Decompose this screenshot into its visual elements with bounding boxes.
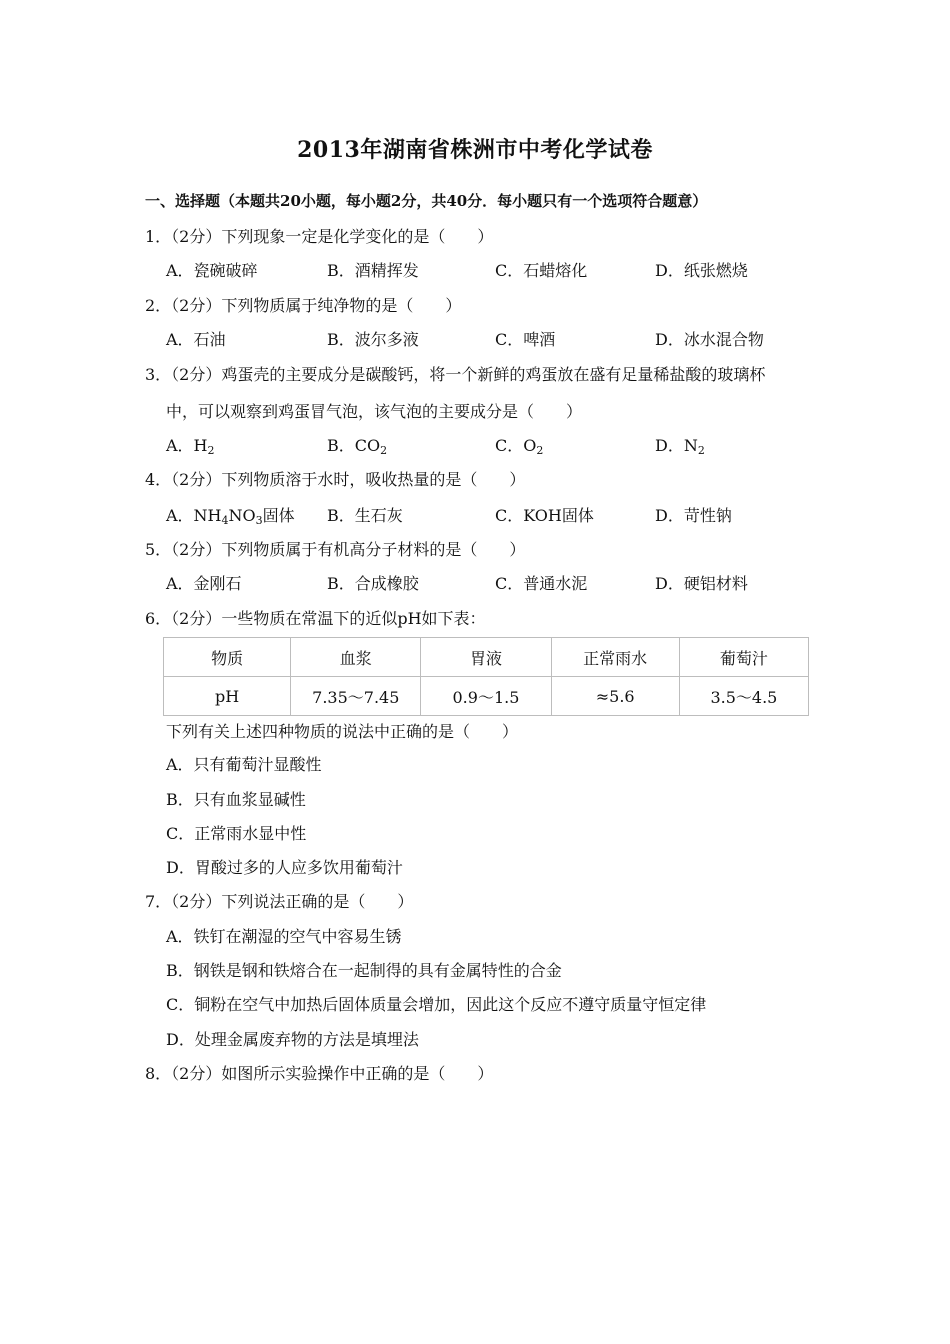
ph-table-cell: ≈5.6 xyxy=(551,677,679,716)
question-3-stem-line-2: 中，可以观察到鸡蛋冒气泡，该气泡的主要成分是（ ） xyxy=(166,402,583,421)
ph-table-header-cell: 物质 xyxy=(164,638,291,677)
ph-table-header-cell: 血浆 xyxy=(291,638,421,677)
question-2-stem: 2．（2分）下列物质属于纯净物的是（ ） xyxy=(145,296,462,315)
question-6-stem: 6．（2分）一些物质在常温下的近似pH如下表： xyxy=(145,609,486,628)
ph-table xyxy=(163,637,809,716)
question-6-option-b: B．只有血浆显碱性 xyxy=(166,790,306,809)
question-4-option-c: C．KOH固体 xyxy=(495,506,594,525)
question-7-option-c: C．铜粉在空气中加热后固体质量会增加，因此这个反应不遵守质量守恒定律 xyxy=(166,995,707,1014)
question-4-option-a: A．$NH_4NO_3$固体 xyxy=(166,506,295,527)
ph-table-header-cell: 葡萄汁 xyxy=(679,638,808,677)
question-1-option-b: B．酒精挥发 xyxy=(327,261,419,280)
question-1-stem: 1．（2分）下列现象一定是化学变化的是（ ） xyxy=(145,227,494,246)
question-5-option-a: A．金刚石 xyxy=(166,574,242,593)
question-5-option-b: B．合成橡胶 xyxy=(327,574,419,593)
section-heading: 一、选择题（本题共20小题，每小题2分，共40分．每小题只有一个选项符合题意） xyxy=(145,192,708,210)
ph-table-cell: pH xyxy=(164,677,291,716)
question-6-option-d: D．胃酸过多的人应多饮用葡萄汁 xyxy=(166,858,403,877)
question-4-option-d: D．苛性钠 xyxy=(655,506,732,525)
question-6-option-c: C．正常雨水显中性 xyxy=(166,824,307,843)
question-3-option-c: C．$O_2$ xyxy=(495,436,544,457)
question-2-option-b: B．波尔多液 xyxy=(327,330,419,349)
question-7-stem: 7．（2分）下列说法正确的是（ ） xyxy=(145,892,414,911)
question-2-option-c: C．啤酒 xyxy=(495,330,556,349)
question-7-option-b: B．钢铁是钢和铁熔合在一起制得的具有金属特性的合金 xyxy=(166,961,562,980)
ph-table-header-row xyxy=(164,638,809,677)
question-7-option-d: D．处理金属废弃物的方法是填埋法 xyxy=(166,1030,419,1049)
question-3-option-a: A．$H_2$ xyxy=(166,436,215,457)
question-1-option-a: A．瓷碗破碎 xyxy=(166,261,258,280)
question-3-option-d: D．$N_2$ xyxy=(655,436,705,457)
question-8-stem: 8．（2分）如图所示实验操作中正确的是（ ） xyxy=(145,1064,494,1083)
page-title: 2013年湖南省株洲市中考化学试卷 xyxy=(297,137,653,163)
question-2-option-a: A．石油 xyxy=(166,330,226,349)
question-7-option-a: A．铁钉在潮湿的空气中容易生锈 xyxy=(166,927,402,946)
ph-table-header-cell: 胃液 xyxy=(421,638,551,677)
ph-table-value-row xyxy=(164,677,809,716)
ph-table-cell: 3.5～4.5 xyxy=(679,677,808,716)
question-3-stem-line-1: 3．（2分）鸡蛋壳的主要成分是碳酸钙，将一个新鲜的鸡蛋放在盛有足量稀盐酸的玻璃杯 xyxy=(145,365,766,384)
question-6-option-a: A．只有葡萄汁显酸性 xyxy=(166,755,322,774)
question-1-option-d: D．纸张燃烧 xyxy=(655,261,748,280)
question-1-option-c: C．石蜡熔化 xyxy=(495,261,588,280)
question-4-option-b: B．生石灰 xyxy=(327,506,403,525)
question-4-stem: 4．（2分）下列物质溶于水时，吸收热量的是（ ） xyxy=(145,470,526,489)
ph-table-header-cell: 正常雨水 xyxy=(551,638,679,677)
question-5-option-c: C．普通水泥 xyxy=(495,574,588,593)
question-3-option-b: B．$CO_2$ xyxy=(327,436,388,457)
question-5-stem: 5．（2分）下列物质属于有机高分子材料的是（ ） xyxy=(145,540,526,559)
ph-table-cell: 7.35～7.45 xyxy=(291,677,421,716)
question-2-option-d: D．冰水混合物 xyxy=(655,330,764,349)
ph-table-cell: 0.9～1.5 xyxy=(421,677,551,716)
question-6-follow-up: 下列有关上述四种物质的说法中正确的是（ ） xyxy=(166,722,519,741)
question-5-option-d: D．硬铝材料 xyxy=(655,574,748,593)
